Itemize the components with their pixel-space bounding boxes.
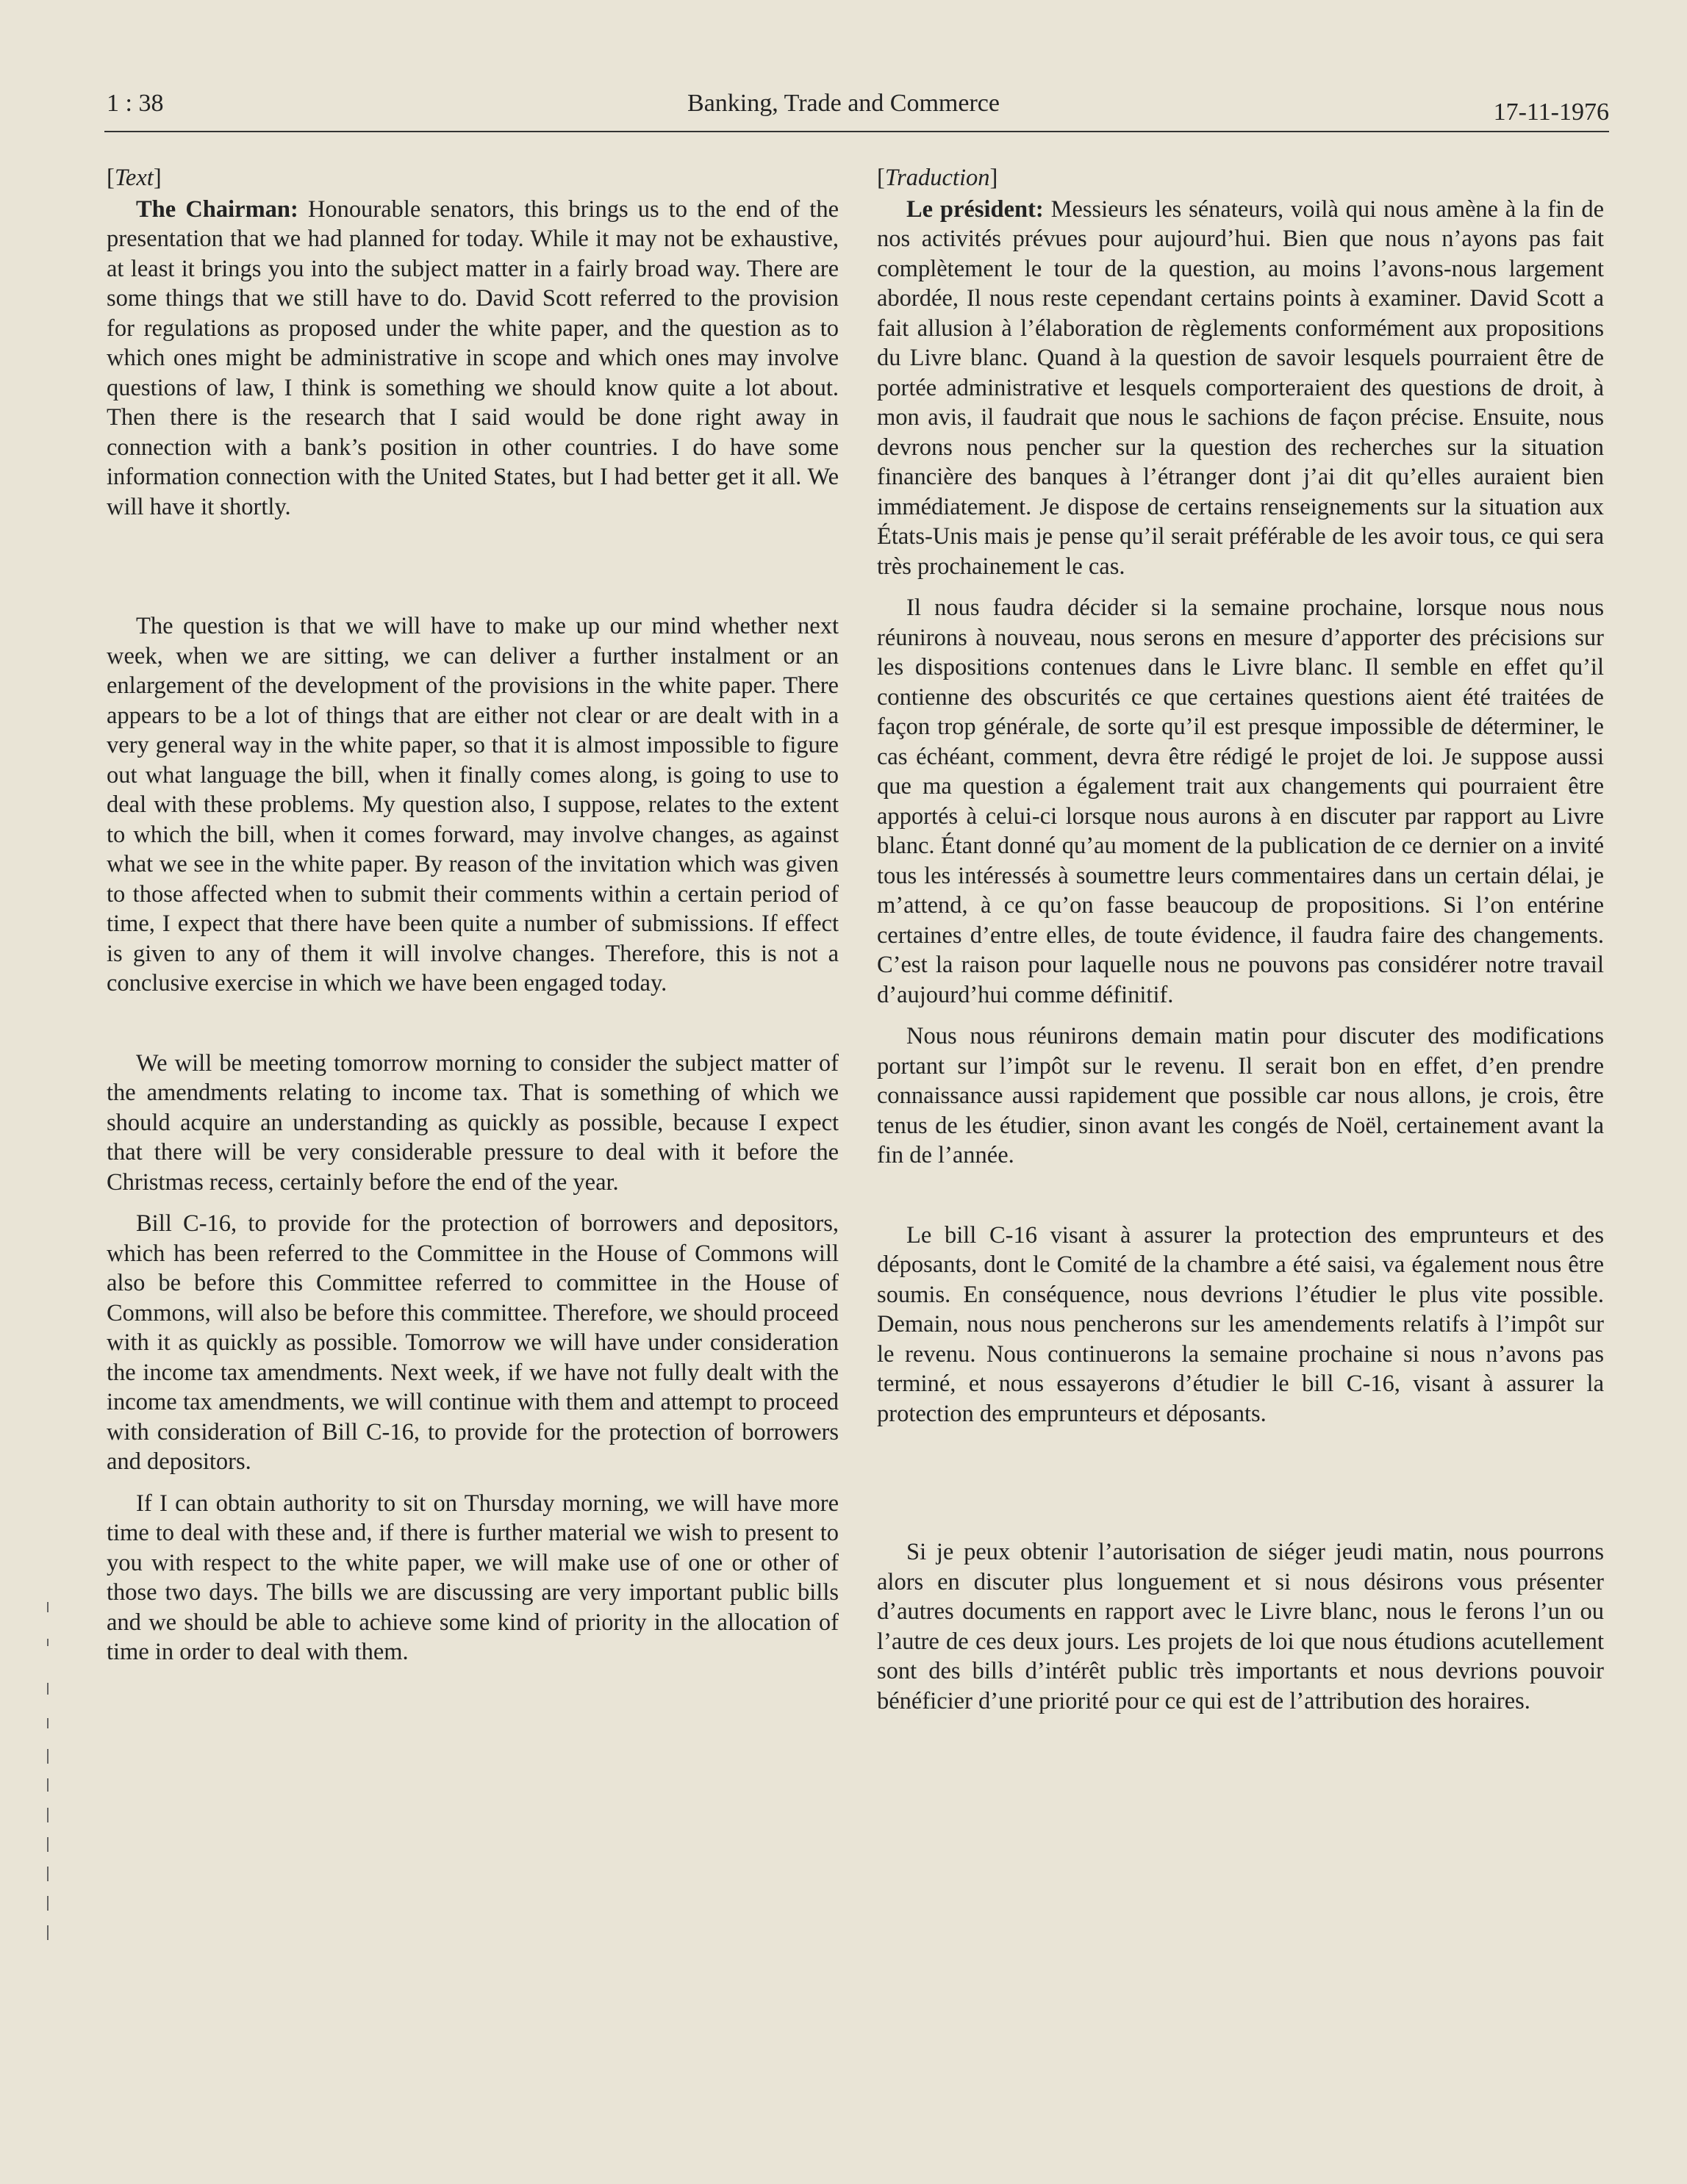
traduction-tag: [Traduction]	[877, 165, 998, 191]
text-tag: [Text]	[107, 165, 162, 191]
header-rule	[104, 131, 1609, 132]
paragraph-3: We will be meeting tomorrow morning to consider the subject matter of the amendments relating to income tax. That is something of which we should acquire an understanding as quickly as possible, because I expect that there will be very considerable pressure to deal with it before the Christmas recess, certainly before the end of the year.	[107, 1049, 839, 1196]
paragraph-5: Si je peux obtenir l’autorisation de siéger jeudi matin, nous pourrons alors en discuter plus longuement et si nous désirons vous présenter d’autres documents en rapport avec le Livre blanc, nous le ferons l’un ou l’autre de ces deux jours. Les projets de loi que nous étudions acutellement sont des bills d’intérêt public très importants et nous devrions pouvoir bénéficier d’une priorité pour ce qui est de l’attribution des horaires.	[877, 1539, 1604, 1714]
paragraph-1: Le président: Messieurs les sénateurs, voilà qui nous amène à la fin de nos activités prévues pour aujourd’hui. Bien que nous n’ayons pas fait complètement le tour de la question, au moins l’avons-nous largement abordée, Il nous reste cependant certains points à examiner. David Scott a fait allusion à l’élaboration de règlements conformément aux propositions du Livre blanc. Quand à la question de savoir lesquels pourraient être de portée administrative et lesquels comporteraient des questions de droit, à mon avis, il faudrait que nous le sachions de façon précise. Ensuite, nous devrons nous pencher sur la question des recherches sur la situation financière des banques à l’étranger dont j’ai dit qu’elles auraient bien immédiatement. Je dispose de certains renseignements sur la situation aux États-Unis mais je pense qu’il serait préférable de les avoir tous, ce qui sera très prochainement le cas.	[877, 195, 1604, 580]
paragraph-2: The question is that we will have to make up our mind whether next week, when we are sitting, we can deliver a further instalment or an enlargement of the development of the provisions in the white paper. There appears to be a lot of things that are either not clear or are dealt with in a very general way in the white paper, so that it is almost impossible to figure out what language the bill, when it finally comes along, is going to use to deal with these problems. My question also, I suppose, relates to the extent to which the bill, when it comes forward, may involve changes, as against what we see in the white paper. By reason of the invitation which was given to those affected when to submit their comments within a certain period of time, I expect that there have been quite a number of submissions. If effect is given to any of them it will involve changes. Therefore, this is not a conclusive exercise in which we have been engaged today.	[107, 613, 839, 996]
issue-date: 17-11-1976	[1493, 98, 1609, 126]
paragraph-1: The Chairman: Honourable senators, this brings us to the end of the presentation that we had planned for today. While it may not be exhaustive, at least it brings you into the subject matter in a fairly broad way. There are some things that we still have to do. David Scott referred to the provision for regulations as proposed under the white paper, and the question as to which ones might be administrative in scope and which ones may involve questions of law, I think is something we should know quite a lot about. Then there is the research that I said would be done right away in connection with a bank’s position in other countries. I do have some information connection with the United States, but I had better get it all. We will have it shortly.	[107, 195, 839, 520]
french-column	[877, 163, 1604, 1716]
paragraph-5: If I can obtain authority to sit on Thursday morning, we will have more time to deal with these and, if there is further material we wish to present to you with respect to the white paper, we will make use of one or other of those two days. The bills we are discussing are very important public bills and we should be able to achieve some kind of priority in the allocation of time in order to deal with them.	[107, 1490, 839, 1665]
paragraph-4: Le bill C-16 visant à assurer la protection des emprunteurs et des déposants, dont le Comité de la chambre a été saisi, va également nous être soumis. En conséquence, nous devrions l’étudier le plus vite possible. Demain, nous nous pencherons sur les amendements relatifs à l’impôt sur le revenu. Nous continuerons la semaine prochaine si nous n’avons pas terminé, et nous essayerons d’étudier le bill C-16, visant à assurer la protection des emprunteurs et déposants.	[877, 1221, 1604, 1427]
paragraph-4: Bill C-16, to provide for the protection of borrowers and depositors, which has been referred to the Committee in the House of Commons will also be before this Committee referred to committee in the House of Commons, will also be before this committee. Therefore, we should proceed with it as quickly as possible. Tomorrow we will have under consideration the income tax amendments. Next week, if we have not fully dealt with the income tax amendments, we will continue with them and attempt to proceed with consideration of Bill C-16, to provide for the protection of borrowers and depositors.	[107, 1210, 839, 1475]
page-number: 1 : 38	[107, 90, 164, 117]
speaker-name: The Chairman:	[136, 195, 298, 223]
paragraph-2: Il nous faudra décider si la semaine prochaine, lorsque nous nous réunirons à nouveau, nous serons en mesure d’apporter des précisions sur les dispositions contenues dans le Livre blanc. Il semble en effet qu’il contienne des obscurités ce que certaines questions aient été traitées de façon trop générale, de sorte qu’il est presque impossible de déterminer, le cas échéant, comment, devra être rédigé le projet de loi. Je suppose aussi que ma question a également trait aux changements qui pourraient être apportés à celui-ci lorsque nous aurons à en discuter par rapport au Livre blanc. Étant donné qu’au moment de la publication de ce dernier on a invité tous les intéressés à soumettre leurs commentaires dans un certain délai, je m’attend, à ce qu’on fasse beaucoup de propositions. Si l’on entérine certaines d’entre elles, de toute évidence, il faudra faire des changements. C’est la raison pour laquelle nous ne pouvons pas considérer notre travail d’aujourd’hui comme définitif.	[877, 595, 1604, 1008]
paragraph-3: Nous nous réunirons demain matin pour discuter des modifications portant sur l’impôt sur le revenu. Il serait bon en effet, d’en prendre connaissance aussi rapidement que possible car nous allons, je crois, être tenus de les étudier, sinon avant les congés de Noël, certainement avant la fin de l’année.	[877, 1023, 1604, 1168]
speaker-name: Le président:	[906, 195, 1044, 223]
running-title: Banking, Trade and Commerce	[687, 90, 1000, 117]
page-header	[0, 90, 1687, 134]
english-column	[107, 163, 839, 1667]
